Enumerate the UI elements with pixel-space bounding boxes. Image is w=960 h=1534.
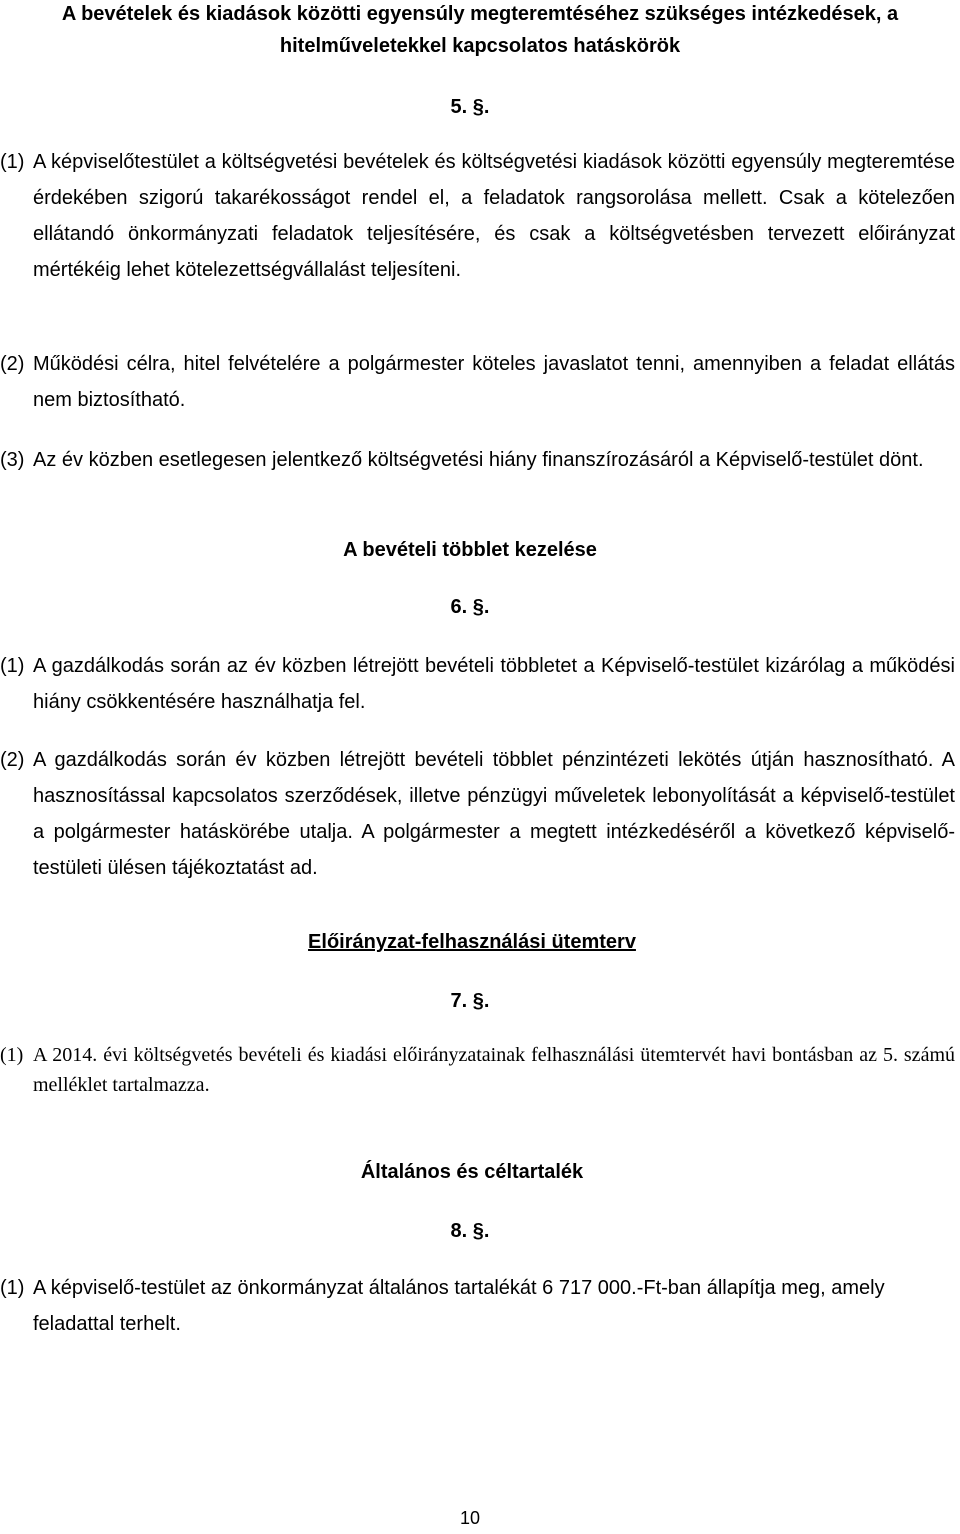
paragraph-number: (3) (0, 449, 25, 471)
paragraph-number: (1) (0, 1277, 25, 1299)
section-7-heading: Előirányzat-felhasználási ütemterv (308, 931, 636, 953)
paragraph-text: A gazdálkodás során az év közben létrejött bevételi többletet a Képviselő-testület kizárólag a működési hiány csökkentésére használhatja fel. (33, 655, 955, 713)
paragraph-number: (1) (0, 1044, 24, 1066)
section-6-heading: A bevételi többlet kezelése (343, 539, 597, 561)
section-8-number: 8. §. (450, 1220, 490, 1242)
section-6-number: 6. §. (450, 596, 490, 618)
paragraph-text: A 2014. évi költségvetés bevételi és kiadási előirányzatainak felhasználási ütemtervét havi bontásban az 5. számú melléklet tartalmazza. (33, 1044, 955, 1096)
paragraph-text: A képviselőtestület a költségvetési bevételek és költségvetési kiadások közötti egyensúly megteremtése érdekében szigorú takarékosságot rendel el, a feladatok rangsorolása mellett. Csak a kötelezően ellátandó önkormányzati feladatok teljesítésére, és csak a költségvetésben tervezett előirányzat mértékéig lehet kötelezettségvállalást teljesíteni. (33, 151, 955, 281)
section-7-paragraph-1 (0, 1040, 955, 1100)
section-5-heading: A bevételek és kiadások közötti egyensúly megteremtéséhez szükséges intézkedések, a hitelműveletekkel kapcsolatos hatáskörök (61, 3, 899, 57)
paragraph-number: (2) (0, 749, 25, 771)
section-7-number: 7. §. (450, 990, 490, 1012)
section-5-paragraph-1 (0, 144, 955, 288)
section-5-paragraph-3 (0, 442, 955, 478)
paragraph-text: Az év közben esetlegesen jelentkező költségvetési hiány finanszírozásáról a Képviselő-testület dönt. (33, 449, 924, 471)
paragraph-number: (1) (0, 151, 25, 173)
paragraph-text: A képviselő-testület az önkormányzat általános tartalékát 6 717 000.-Ft-ban állapítja meg, amely feladattal terhelt. (33, 1277, 885, 1335)
paragraph-number: (1) (0, 655, 25, 677)
section-8-heading: Általános és céltartalék (360, 1161, 584, 1183)
section-6-paragraph-2 (0, 742, 955, 886)
paragraph-text: Működési célra, hitel felvételére a polgármester köteles javaslatot tenni, amennyiben a feladat ellátás nem biztosítható. (33, 353, 955, 411)
section-6-paragraph-1 (0, 648, 955, 720)
section-5-paragraph-2 (0, 346, 955, 418)
page-number: 10 (459, 1508, 481, 1528)
paragraph-text: A gazdálkodás során év közben létrejött bevételi többlet pénzintézeti lekötés útján hasznosítható. A hasznosítással kapcsolatos szerződések, illetve pénzügyi műveletek lebonyolítását a képviselő-testület a polgármester hatáskörébe utalja. A polgármester a megtett intézkedéséről a következő képviselő-testületi ülésen tájékoztatást ad. (33, 749, 955, 879)
section-8-paragraph-1 (0, 1270, 955, 1342)
section-5-number: 5. §. (450, 96, 490, 118)
paragraph-number: (2) (0, 353, 25, 375)
